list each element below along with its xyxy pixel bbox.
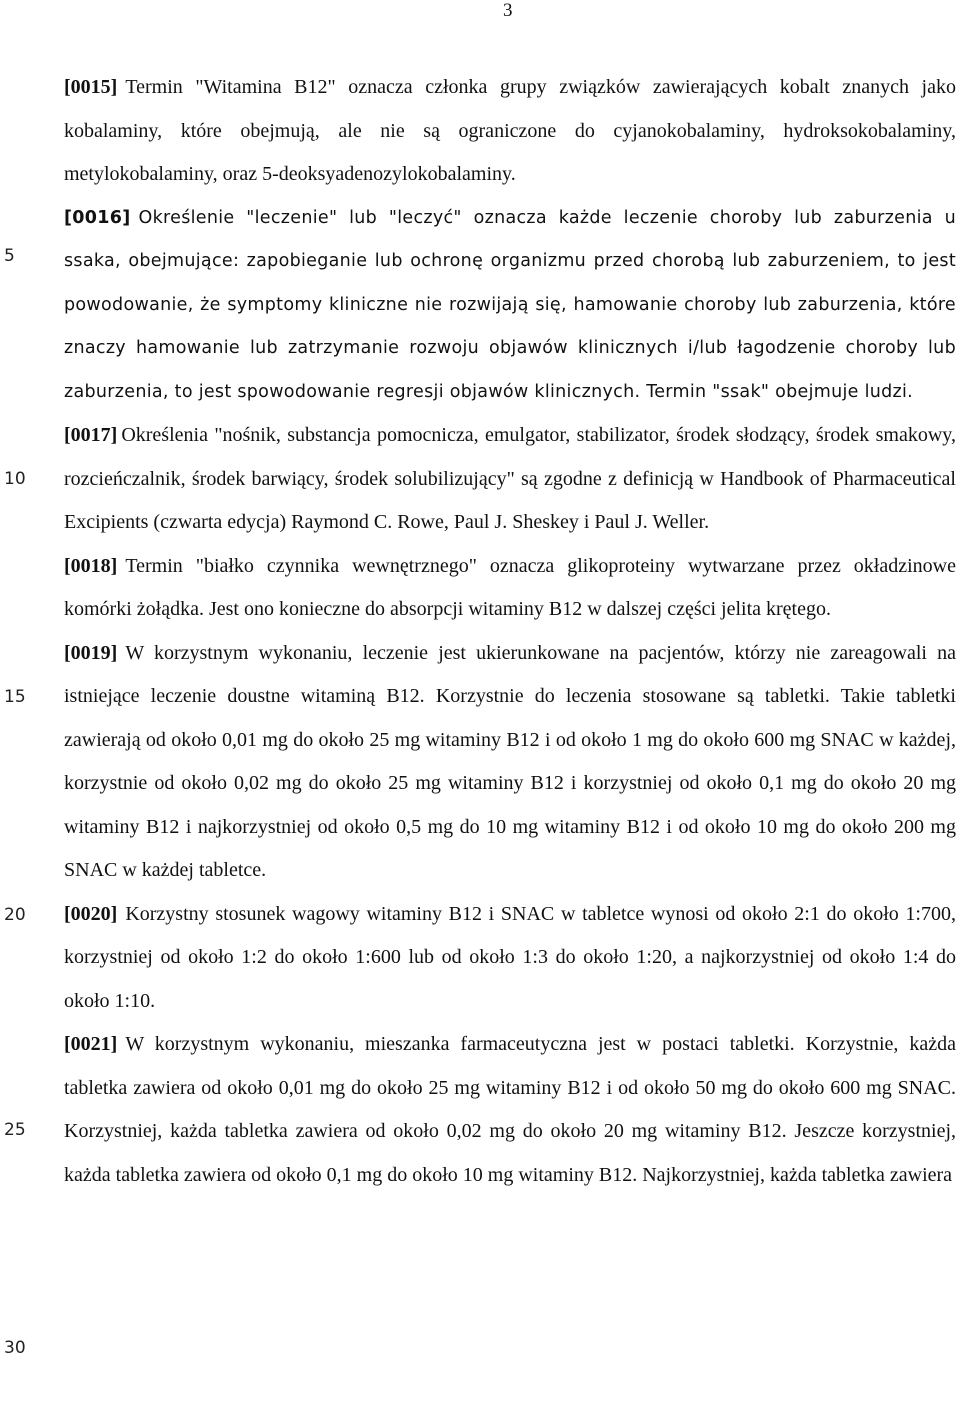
line-number: 20	[4, 905, 26, 925]
paragraph-text: Określenie "leczenie" lub "leczyć" oznacza każde leczenie choroby lub zaburzenia u ssaka, obejmujące: zapobieganie lub ochronę organizmu przed chorobą lub zaburzeniem, to jest powodowanie, że symptomy kliniczne nie rozwijają się, hamowanie choroby lub zaburzenia, które znaczy hamowanie lub zatrzymanie rozwoju objawów klinicznych i/lub łagodzenie choroby lub zaburzenia, to jest spowodowanie regresji objawów klinicznych. Termin "ssak" obejmuje ludzi.	[64, 207, 956, 402]
paragraph-0021	[64, 1023, 956, 1197]
paragraph-number: [0021]	[64, 1033, 118, 1055]
paragraph-0015	[64, 66, 956, 197]
line-number: 25	[4, 1120, 26, 1140]
paragraph-text: Termin "Witamina B12" oznacza członka grupy związków zawierających kobalt znanych jako kobalaminy, które obejmują, ale nie są ograniczone do cyjanokobalaminy, hydroksokobalaminy, metylokobalaminy, oraz 5-deoksyadenozylokobalaminy.	[64, 76, 956, 185]
paragraph-number: [0018]	[64, 554, 118, 577]
paragraph-number: [0020]	[64, 902, 118, 925]
page-number: 3	[503, 0, 513, 21]
paragraph-text: Korzystny stosunek wagowy witaminy B12 i SNAC w tabletce wynosi od około 2:1 do około 1:700, korzystniej od około 1:2 do około 1:600 lub od około 1:3 do około 1:20, a najkorzystniej od około 1:4 do około 1:10.	[64, 902, 956, 1012]
paragraph-text: Określenia "nośnik, substancja pomocnicza, emulgator, stabilizator, środek słodzący, środek smakowy, rozcieńczalnik, środek barwiący, środek solubilizujący" są zgodne z definicją w Handbook of Pharmaceutical Excipients (czwarta edycja) Raymond C. Rowe, Paul J. Sheskey i Paul J. Weller.	[64, 424, 956, 533]
paragraph-text: Termin "białko czynnika wewnętrznego" oznacza glikoproteiny wytwarzane przez okładzinowe komórki żołądka. Jest ono konieczne do absorpcji witaminy B12 w dalszej części jelita krętego.	[64, 554, 956, 620]
paragraph-number: [0015]	[64, 76, 118, 98]
paragraph-text: W korzystnym wykonaniu, leczenie jest ukierunkowane na pacjentów, którzy nie zareagowali na istniejące leczenie doustne witaminą B12. Korzystnie do leczenia stosowane są tabletki. Takie tabletki zawierają od około 0,01 mg do około 25 mg witaminy B12 i od około 1 mg do około 600 mg SNAC w każdej, korzystnie od około 0,02 mg do około 25 mg witaminy B12 i korzystniej od około 0,1 mg do około 20 mg witaminy B12 i najkorzystniej od około 0,5 mg do 10 mg witaminy B12 i od około 10 mg do około 200 mg SNAC w każdej tabletce.	[64, 641, 956, 881]
paragraph-number: [0017]	[64, 424, 118, 446]
paragraph-0017	[64, 414, 956, 545]
line-number: 5	[4, 246, 15, 266]
line-number: 30	[4, 1338, 26, 1358]
line-number: 15	[4, 687, 26, 707]
line-number: 10	[4, 469, 26, 489]
document-body	[64, 66, 956, 1197]
paragraph-0020	[64, 893, 956, 1024]
paragraph-0018	[64, 545, 956, 632]
paragraph-0019	[64, 632, 956, 893]
paragraph-number: [0016]	[64, 207, 131, 228]
paragraph-text: W korzystnym wykonaniu, mieszanka farmaceutyczna jest w postaci tabletki. Korzystnie, każda tabletka zawiera od około 0,01 mg do około 25 mg witaminy B12 i od około 50 mg do około 600 mg SNAC. Korzystniej, każda tabletka zawiera od około 0,02 mg do około 20 mg witaminy B12. Jeszcze korzystniej, każda tabletka zawiera od około 0,1 mg do około 10 mg witaminy B12. Najkorzystniej, każda tabletka zawiera	[64, 1033, 956, 1186]
paragraph-number: [0019]	[64, 641, 118, 664]
paragraph-0016	[64, 197, 956, 415]
